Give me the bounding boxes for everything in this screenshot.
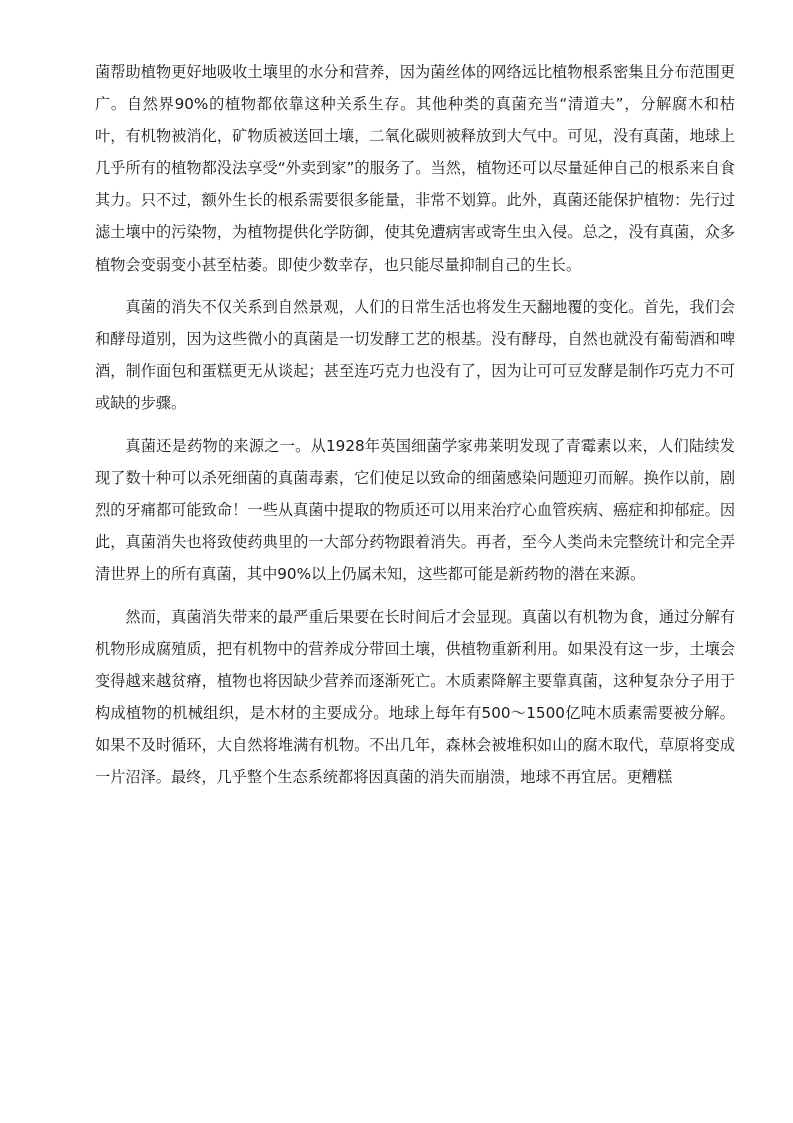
paragraph-1: 菌帮助植物更好地吸收土壤里的水分和营养，因为菌丝体的网络远比植物根系密集且分布范围更广。自然界90%的植物都依靠这种关系生存。其他种类的真菌充当“清道夫”，分解腐木和枯叶，有机物被消化，矿物质被送回土壤，二氧化碳则被释放到大气中。可见，没有真菌，地球上几乎所有的植物都没法享受“外卖到家”的服务了。当然，植物还可以尽量延伸自己的根系来自食其力。只不过，额外生长的根系需要很多能量，非常不划算。此外，真菌还能保护植物：先行过滤土壤中的污染物，为植物提供化学防御，使其免遭病害或寄生虫入侵。总之，没有真菌，众多植物会变弱变小甚至枯萎。即使少数幸存，也只能尽量抑制自己的生长。 xyxy=(95,63,735,274)
paragraph-4: 然而，真菌消失带来的最严重后果要在长时间后才会显现。真菌以有机物为食，通过分解有机物形成腐殖质，把有机物中的营养成分带回土壤，供植物重新利用。如果没有这一步，土壤会变得越来越贫瘠，植物也将因缺少营养而逐渐死亡。木质素降解主要靠真菌，这种复杂分子用于构成植物的机械组织，是木材的主要成分。地球上每年有500～1500亿吨木质素需要被分解。如果不及时循环，大自然将堆满有机物。不出几年，森林会被堆积如山的腐木取代，草原将变成一片沼泽。最终，几乎整个生态系统都将因真菌的消失而崩溃，地球不再宜居。更糟糕 xyxy=(95,608,735,787)
document-page xyxy=(95,56,735,804)
paragraph-3: 真菌还是药物的来源之一。从1928年英国细菌学家弗莱明发现了青霉素以来，人们陆续发现了数十种可以杀死细菌的真菌毒素，它们使足以致命的细菌感染问题迎刃而解。换作以前，剧烈的牙痛都可能致命！一些从真菌中提取的物质还可以用来治疗心血管疾病、癌症和抑郁症。因此，真菌消失也将致使药典里的一大部分药物跟着消失。再者，至今人类尚未完整统计和完全弄清世界上的所有真菌，其中90%以上仍属未知，这些都可能是新药物的潜在来源。 xyxy=(95,437,735,584)
paragraph-2: 真菌的消失不仅关系到自然景观，人们的日常生活也将发生天翻地覆的变化。首先，我们会和酵母道别，因为这些微小的真菌是一切发酵工艺的根基。没有酵母，自然也就没有葡萄酒和啤酒，制作面包和蛋糕更无从谈起；甚至连巧克力也没有了，因为让可可豆发酵是制作巧克力不可或缺的步骤。 xyxy=(95,298,735,413)
